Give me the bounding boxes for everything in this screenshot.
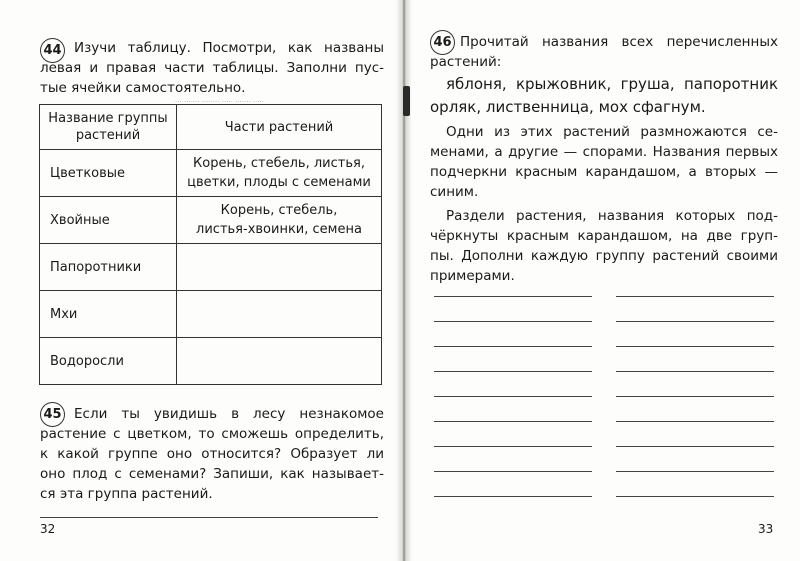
- group-name-cell: Мхи: [40, 291, 177, 338]
- task-46-line: пы. Дополни каждую группу растений своими: [430, 248, 778, 264]
- task-46-line: примерами.: [430, 268, 515, 284]
- plant-parts-line: цветки, плоды с семенами: [187, 175, 371, 190]
- task-45-line: оно плод с семенами? Запиши, как называет-: [40, 466, 384, 482]
- group-name-cell: Папоротники: [40, 244, 177, 291]
- task-46-line: синим.: [430, 184, 479, 200]
- empty-parts-cell[interactable]: [177, 338, 382, 385]
- task-46-line: растений:: [430, 54, 502, 70]
- task-45-line: ся эта группа растений.: [40, 486, 213, 502]
- answer-line[interactable]: [616, 421, 774, 422]
- task-45-number: 45: [40, 402, 65, 427]
- answer-line[interactable]: [434, 321, 592, 322]
- task-46-line: Одни из этих растений размножаются се-: [446, 124, 778, 140]
- task-45-line: к какой группе оно относится? Образует ли: [40, 446, 384, 462]
- group-name-cell: Цветковые: [40, 150, 177, 197]
- answer-line[interactable]: [40, 517, 378, 518]
- plant-list-line: орляк, лиственница, мох сфагнум.: [430, 98, 706, 116]
- empty-parts-cell[interactable]: [177, 291, 382, 338]
- task-44-line: левая и правая части таблицы. Заполни пус-: [40, 60, 384, 76]
- answer-line[interactable]: [616, 296, 774, 297]
- task-46-body: [430, 52, 778, 286]
- answer-line[interactable]: [616, 496, 774, 497]
- answer-line[interactable]: [616, 446, 774, 447]
- header-plant-parts: Части растений: [177, 105, 382, 150]
- group-name-cell: Хвойные: [40, 197, 177, 244]
- answer-line[interactable]: [616, 321, 774, 322]
- task-44-text-cont: [40, 58, 384, 98]
- task-44-line: тые ячейки самостоятельно.: [40, 80, 246, 96]
- task-46-line: Прочитай названия всех перечисленных: [460, 34, 778, 50]
- answer-line[interactable]: [616, 471, 774, 472]
- table-row: [40, 197, 382, 244]
- page-number-right: 33: [758, 522, 774, 536]
- task-46-line: Раздели растения, названия которых под-: [446, 208, 778, 224]
- task-44-text: [74, 38, 384, 58]
- answer-line[interactable]: [434, 471, 592, 472]
- task-44-number: 44: [40, 38, 65, 63]
- plant-parts-cell: [177, 150, 382, 197]
- table-header-row: [40, 105, 382, 150]
- task-45-line: Если ты увидишь в лесу незнакомое: [74, 406, 384, 422]
- task-45-line: растение с цветком, то сможешь определить,: [40, 426, 384, 442]
- task-44-line: Изучи таблицу. Посмотри, как названы: [74, 40, 384, 56]
- plant-list-line: яблоня, крыжовник, груша, папоротник: [446, 75, 778, 93]
- answer-line[interactable]: [434, 421, 592, 422]
- answer-line[interactable]: [434, 446, 592, 447]
- table-row: [40, 244, 382, 291]
- table-row: [40, 338, 382, 385]
- answer-line[interactable]: [434, 371, 592, 372]
- plant-parts-cell: [177, 197, 382, 244]
- empty-parts-cell[interactable]: [177, 244, 382, 291]
- answer-line[interactable]: [616, 371, 774, 372]
- header-group-name: Название группы растений: [40, 105, 177, 150]
- answer-line[interactable]: [434, 496, 592, 497]
- answer-line[interactable]: [434, 296, 592, 297]
- table-row: [40, 150, 382, 197]
- bleed-through-text: ··· ······· ········ ····· ······· ·····: [175, 99, 265, 105]
- task-46-intro: [460, 32, 778, 52]
- plant-parts-line: листья-хвоинки, семена: [196, 222, 362, 237]
- task-46-line: чёркнуты красным карандашом, на две груп-: [430, 228, 778, 244]
- task-46-line: подчеркни красным карандашом, а вторых —: [430, 164, 778, 180]
- table-row: [40, 291, 382, 338]
- page-number-left: 32: [40, 522, 56, 536]
- task-46-line: менами, а другие — спорами. Названия первых: [430, 144, 778, 160]
- task-45-text: [74, 404, 384, 424]
- right-page: [404, 0, 800, 561]
- answer-line[interactable]: [616, 396, 774, 397]
- plant-parts-line: Корень, стебель, листья,: [193, 156, 365, 171]
- plant-list: [430, 73, 778, 119]
- task-46-paragraph-1: [430, 122, 778, 202]
- plant-groups-table: [39, 104, 382, 385]
- group-name-cell: Водоросли: [40, 338, 177, 385]
- plant-parts-line: Корень, стебель,: [220, 203, 338, 218]
- answer-line[interactable]: [616, 346, 774, 347]
- task-46-number: 46: [430, 30, 455, 55]
- task-45-text-cont: [40, 424, 384, 504]
- answer-line[interactable]: [434, 396, 592, 397]
- task-46-paragraph-2: [430, 206, 778, 286]
- answer-line[interactable]: [434, 346, 592, 347]
